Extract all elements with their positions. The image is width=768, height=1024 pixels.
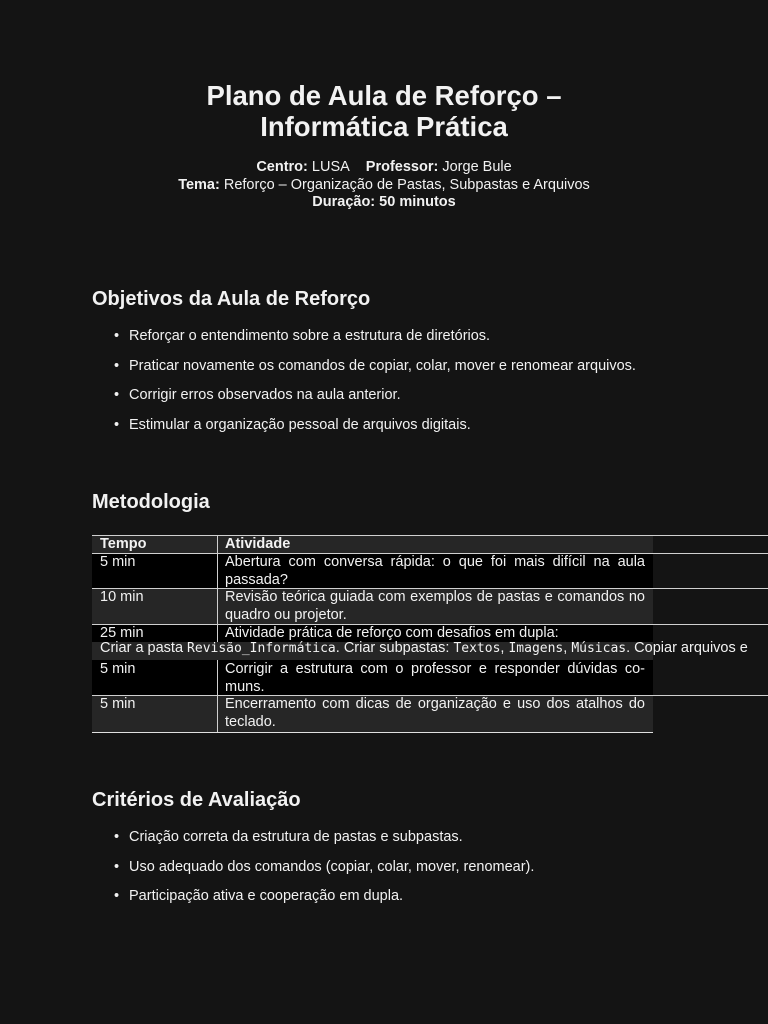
subfolder-code: Textos	[453, 641, 501, 656]
bullet-icon: •	[114, 416, 120, 433]
bullet-icon: •	[114, 829, 120, 845]
list-item: • Criação correta da estrutura de pastas e subpastas.	[114, 829, 463, 845]
objetivos-heading: Objetivos da Aula de Reforço	[92, 288, 371, 310]
list-item: • Reforçar o entendimento sobre a estrutura de diretórios.	[114, 328, 491, 344]
tempo-cell: 5 min	[100, 696, 136, 712]
table-row	[0, 553, 768, 588]
list-item: • Participação ativa e cooperação em dupla.	[114, 888, 404, 904]
list-item: • Uso adequado dos comandos (copiar, colar, mover, renomear).	[114, 858, 535, 875]
metodologia-heading: Metodologia	[92, 491, 210, 513]
bullet-icon: •	[114, 387, 120, 403]
tempo-cell: 5 min	[100, 661, 136, 677]
table-bottom-rule	[92, 732, 653, 733]
bullet-icon: •	[114, 357, 120, 374]
table-row	[0, 588, 768, 624]
column-header-tempo: Tempo	[100, 536, 147, 552]
document-meta	[0, 159, 768, 212]
criterios-heading: Critérios de Avaliação	[92, 789, 301, 811]
atividade-cell: Abertura com conversa rápida: o que foi mais difícil na aula passada?	[225, 554, 645, 588]
metodologia-table	[0, 535, 768, 733]
atividade-cell: Encerramento com dicas de organização e uso dos atalhos do teclado.	[225, 696, 645, 730]
meta-line-centro-professor	[0, 159, 768, 177]
tempo-cell: 5 min	[100, 554, 136, 570]
bullet-icon: •	[114, 858, 120, 875]
tema-value: Reforço – Organização de Pastas, Subpastas e Arquivos	[223, 176, 590, 193]
duracao-text: Duração: 50 minutos	[312, 194, 456, 210]
bullet-icon: •	[114, 888, 120, 904]
meta-line-tema	[0, 177, 768, 195]
objetivos-list	[92, 328, 636, 446]
practice-instructions-overflow: Criar a pasta Revisão_Informática. Criar subpastas: Textos, Imagens, Músicas. Copiar arquivos e	[100, 640, 748, 656]
table-row	[0, 695, 768, 732]
subfolder-code: Músicas	[571, 641, 627, 656]
list-item: • Praticar novamente os comandos de copiar, colar, mover e renomear arquivos.	[114, 357, 636, 374]
professor-value: Jorge Bule	[442, 159, 512, 175]
title-line-1: Plano de Aula de Reforço –	[206, 80, 562, 111]
centro-value: LUSA	[311, 159, 350, 175]
table-header-row	[0, 535, 768, 553]
title-line-2: Informática Prática	[260, 111, 508, 142]
column-header-atividade: Atividade	[225, 536, 291, 552]
folder-name-code: Revisão_Informática	[187, 641, 336, 656]
atividade-cell: Revisão teórica guiada com exemplos de pastas e comandos no quadro ou projetor.	[225, 589, 645, 623]
document-title	[0, 80, 768, 142]
centro-label: Centro:	[256, 159, 308, 175]
tempo-cell: 25 min	[100, 625, 144, 641]
table-row	[0, 660, 768, 696]
subfolder-code: Imagens	[508, 641, 564, 656]
tempo-cell: 10 min	[100, 589, 144, 605]
meta-line-duracao	[0, 194, 768, 212]
bullet-icon: •	[114, 328, 120, 344]
list-item: • Estimular a organização pessoal de arquivos digitais.	[114, 416, 471, 433]
list-item: • Corrigir erros observados na aula anterior.	[114, 387, 401, 403]
atividade-cell: Atividade prática de reforço com desafios em dupla:	[225, 625, 559, 641]
tema-label: Tema:	[178, 176, 220, 193]
criterios-list	[92, 829, 534, 918]
atividade-cell: Corrigir a estrutura com o professor e responder dúvidas co-muns.	[225, 661, 645, 695]
professor-label: Professor:	[365, 159, 439, 175]
